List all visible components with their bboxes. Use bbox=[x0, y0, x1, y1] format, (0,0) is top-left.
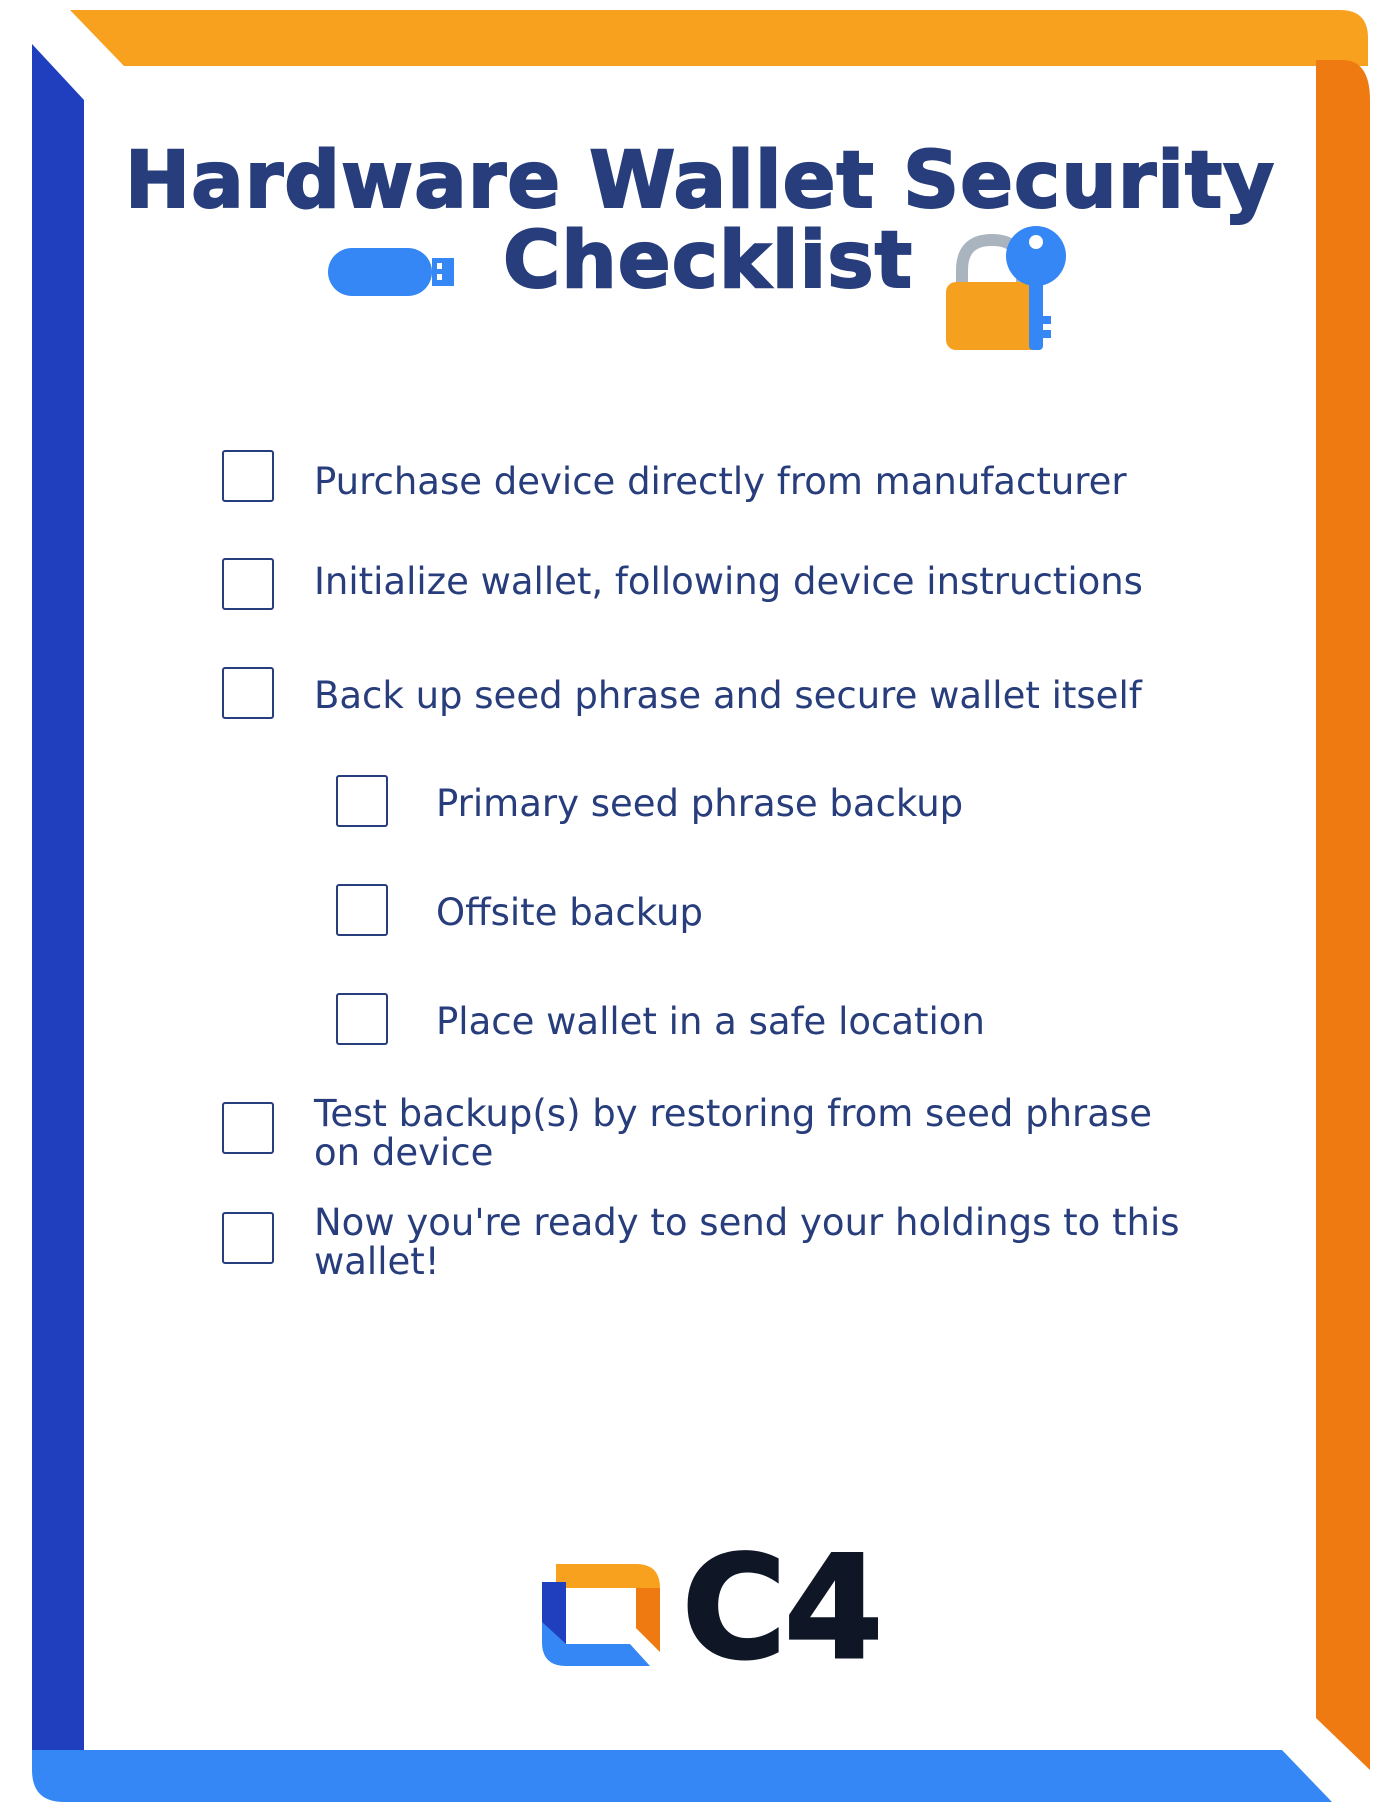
checkbox[interactable] bbox=[222, 450, 274, 502]
checkbox[interactable] bbox=[336, 775, 388, 827]
checkbox[interactable] bbox=[222, 1212, 274, 1264]
checklist-item-label: Test backup(s) by restoring from seed phrase on device bbox=[314, 1092, 1152, 1174]
checklist-item-label: Purchase device directly from manufacturer bbox=[314, 460, 1127, 503]
checklist-item-label: Primary seed phrase backup bbox=[436, 782, 964, 825]
checkbox[interactable] bbox=[336, 993, 388, 1045]
checklist-item-label: Initialize wallet, following device instructions bbox=[314, 560, 1143, 603]
checklist-item-label: Now you're ready to send your holdings to this wallet! bbox=[314, 1201, 1180, 1283]
checkbox[interactable] bbox=[336, 884, 388, 936]
page-title-line-1: Hardware Wallet Security bbox=[124, 136, 1276, 226]
c4-logo-mark-icon bbox=[540, 1544, 664, 1668]
checkbox[interactable] bbox=[222, 1102, 274, 1154]
page-title-line-2: Checklist bbox=[503, 216, 913, 306]
c4-logo-text: C4 bbox=[682, 1526, 882, 1691]
checklist-item-label: Place wallet in a safe location bbox=[436, 1000, 985, 1043]
checklist-item-label: Back up seed phrase and secure wallet itself bbox=[314, 674, 1142, 717]
checkbox[interactable] bbox=[222, 558, 274, 610]
checkbox[interactable] bbox=[222, 667, 274, 719]
c4-logo bbox=[540, 1526, 882, 1691]
checklist-item-label: Offsite backup bbox=[436, 891, 703, 934]
